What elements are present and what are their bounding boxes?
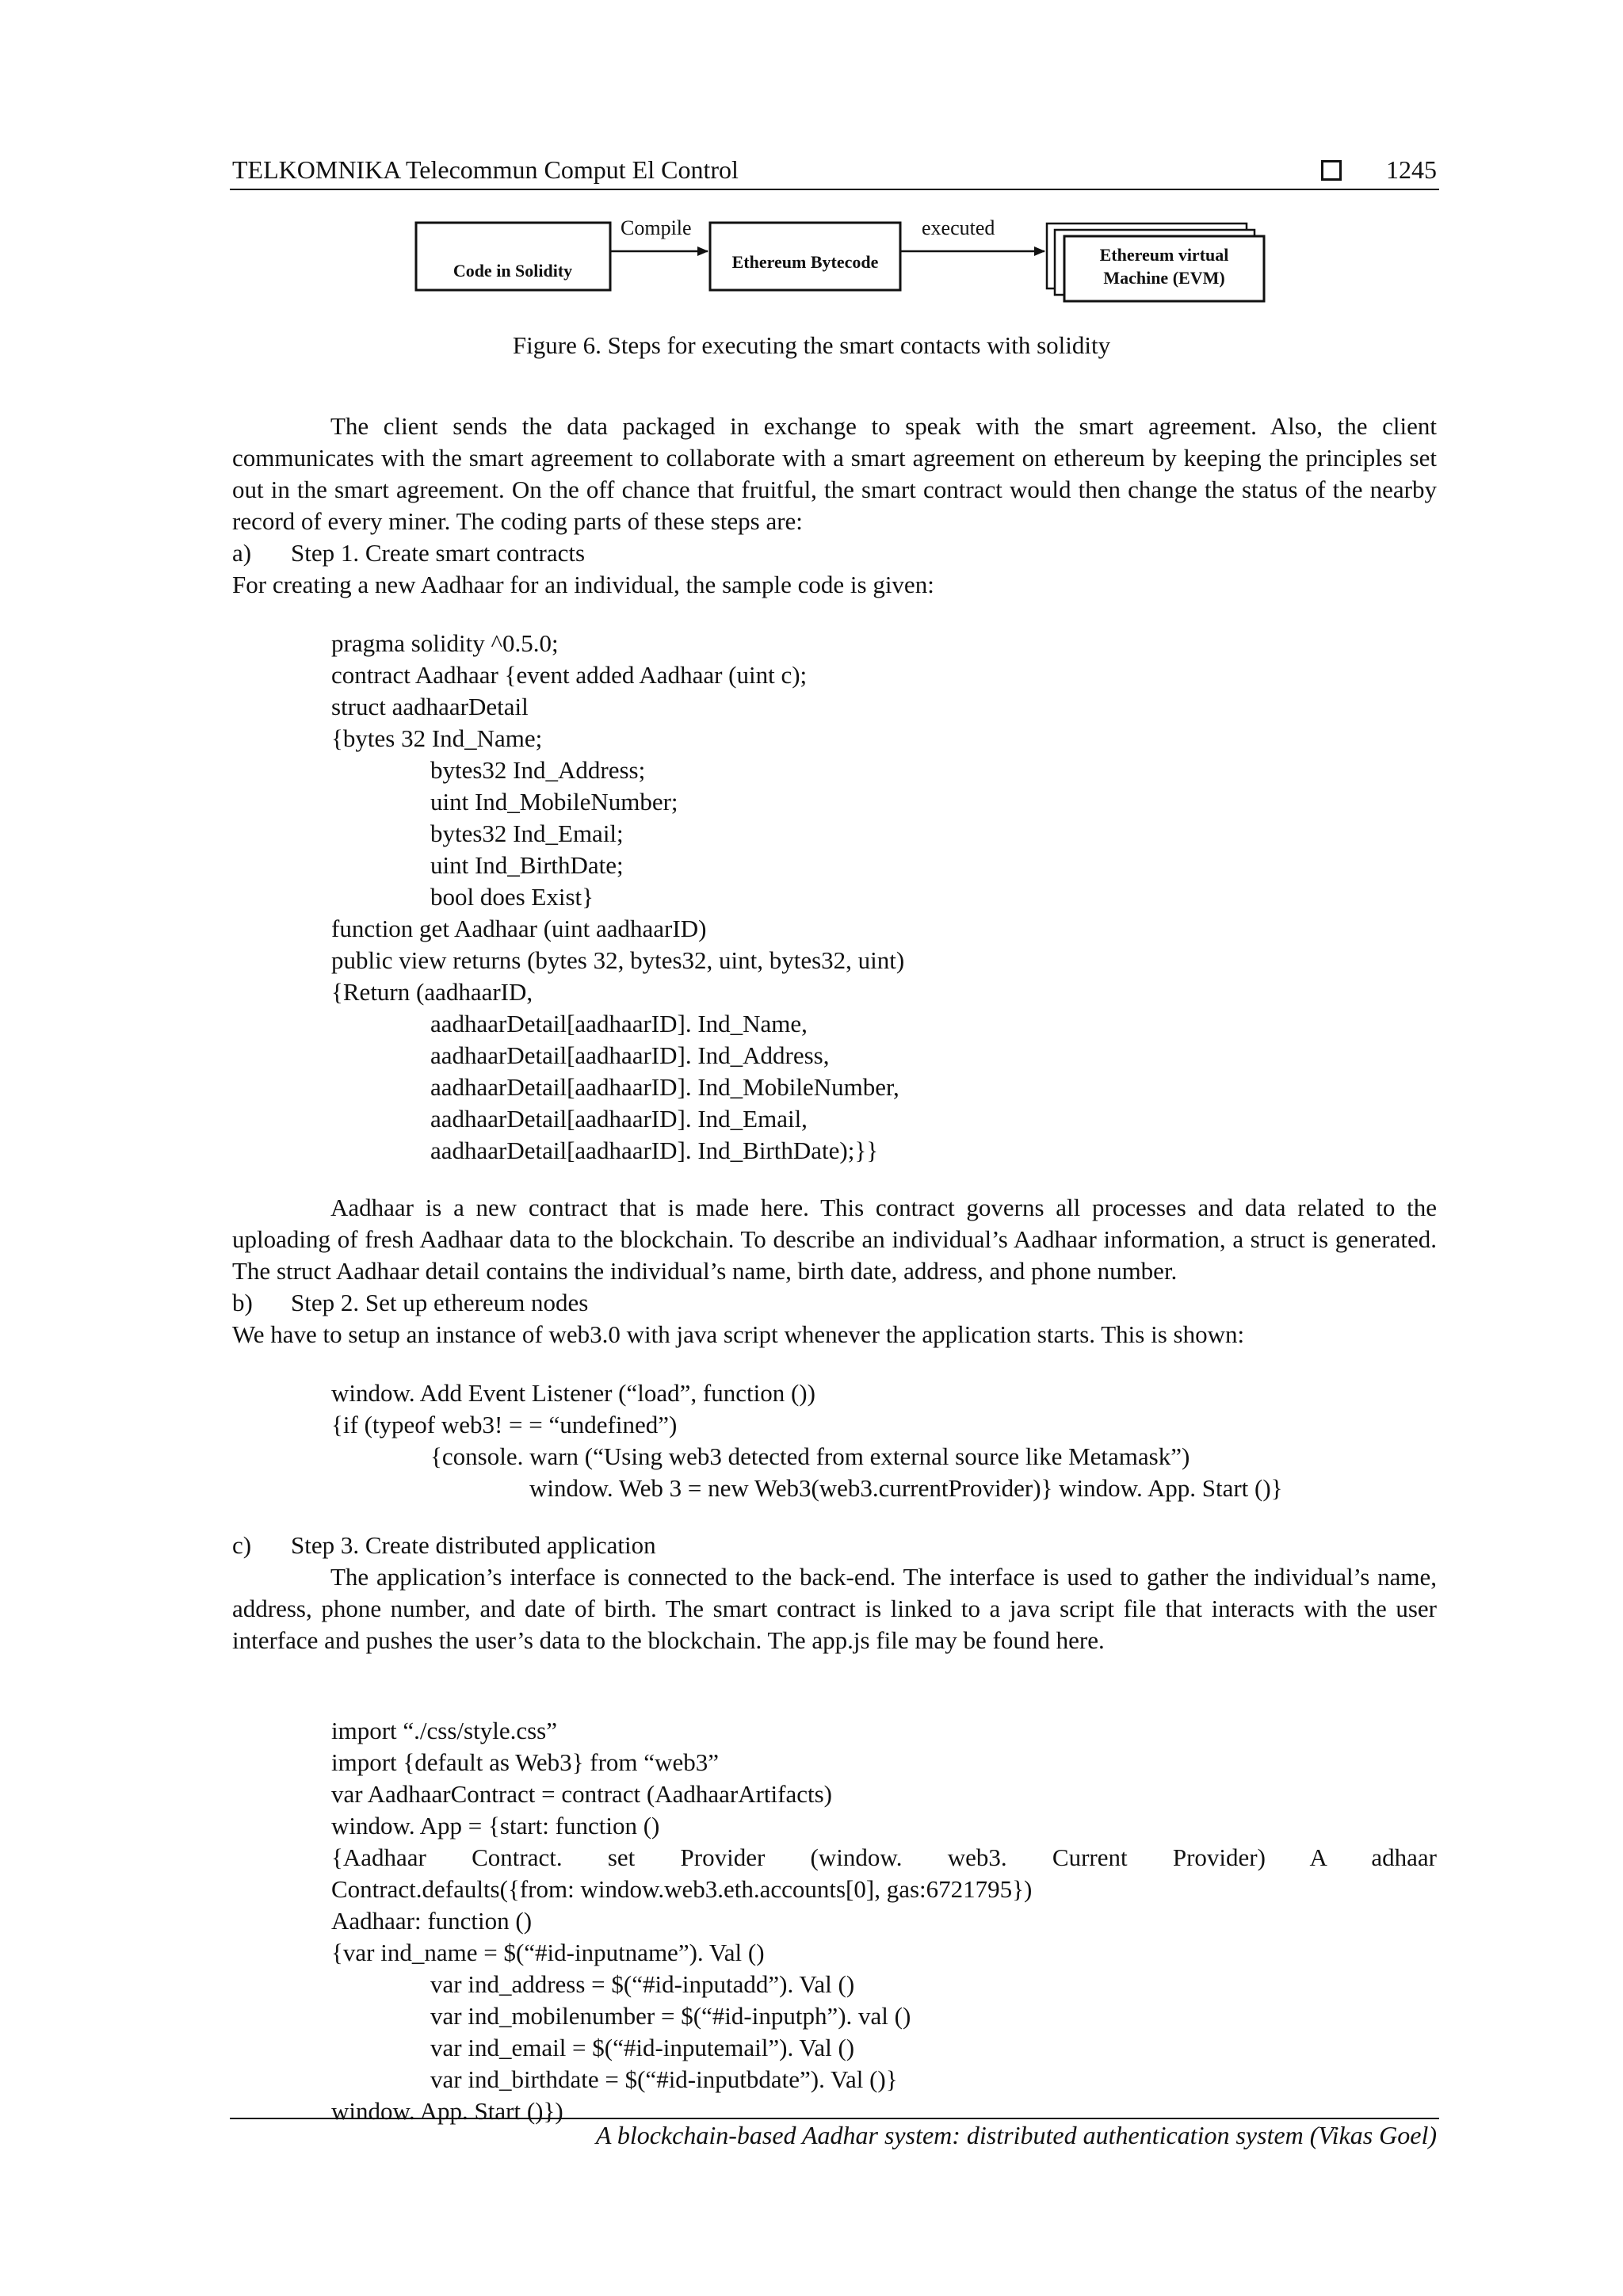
list-marker: b) (232, 1289, 253, 1316)
code-line: var AadhaarContract = contract (AadhaarArtifacts) (331, 1780, 833, 1808)
figure-6-flow-diagram (0, 0, 1623, 333)
code-line: uint Ind_MobileNumber; (430, 788, 678, 816)
code-line: function get Aadhaar (uint aadhaarID) (331, 915, 707, 942)
code-line: aadhaarDetail[aadhaarID]. Ind_MobileNumber, (430, 1073, 899, 1101)
code-line: import “./css/style.css” (331, 1717, 557, 1744)
code-line: {bytes 32 Ind_Name; (331, 724, 543, 752)
box3-label-line2: Machine (EVM) (1103, 268, 1225, 288)
body-line: We have to setup an instance of web3.0 with java script whenever the application starts. This is shown: (232, 1320, 1245, 1348)
code-line: {Return (aadhaarID, (331, 978, 533, 1006)
code-line: var ind_birthdate = $(“#id-inputbdate”). Val ()} (430, 2065, 898, 2093)
figure-caption: Figure 6. Steps for executing the smart contacts with solidity (512, 331, 1111, 359)
code-line: contract Aadhaar {event added Aadhaar (uint c); (331, 661, 808, 689)
code-line: Aadhaar: function () (331, 1907, 533, 1935)
code-line: aadhaarDetail[aadhaarID]. Ind_BirthDate);}} (430, 1137, 879, 1164)
step-heading: Step 1. Create smart contracts (291, 539, 586, 567)
compile-label: Compile (621, 216, 692, 239)
code-line: pragma solidity ^0.5.0; (331, 629, 559, 657)
code-line: bool does Exist} (430, 883, 594, 911)
body-paragraph: Aadhaar is a new contract that is made here. This contract governs all processes and data related to the uploading of fresh Aadhaar data to the blockchain. To describe an individual’s Aadhaar information, a struct is generated. The struct Aadhaar detail contains the individual’s name, birth date, address, and phone number. (232, 1194, 1437, 1285)
code-line: var ind_email = $(“#id-inputemail”). Val () (430, 2034, 855, 2061)
page-number: 1245 (1386, 155, 1437, 184)
code-line: Contract.defaults({from: window.web3.eth.accounts[0], gas:6721795}) (331, 1875, 1033, 1903)
code-line: var ind_address = $(“#id-inputadd”). Val () (430, 1970, 855, 1998)
code-line: {if (typeof web3! = = “undefined”) (331, 1411, 678, 1438)
box2-label: Ethereum Bytecode (731, 252, 879, 272)
code-line: bytes32 Ind_Email; (430, 819, 624, 847)
code-line: {Aadhaar Contract. set Provider (window. web3. Current Provider) A adhaar (331, 1843, 1437, 1871)
code-line: struct aadhaarDetail (331, 693, 529, 720)
code-line: aadhaarDetail[aadhaarID]. Ind_Email, (430, 1105, 808, 1133)
executed-label: executed (922, 216, 995, 239)
code-line: uint Ind_BirthDate; (430, 851, 624, 879)
code-line: window. Web 3 = new Web3(web3.currentProvider)} window. App. Start ()} (529, 1474, 1283, 1502)
journal-name: TELKOMNIKA Telecommun Comput El Control (232, 155, 739, 184)
running-footer: A blockchain-based Aadhar system: distributed authentication system (Vikas Goel) (595, 2121, 1437, 2149)
step-heading: Step 3. Create distributed application (291, 1531, 656, 1559)
box3-label-line1: Ethereum virtual (1099, 245, 1229, 265)
body-paragraph: The client sends the data packaged in exchange to speak with the smart agreement. Also, the client communicates with the smart agreement to collaborate with a smart agreement on ethereum by keeping the principles set out in the smart agreement. On the off chance that fruitful, the smart contract would then change the status of the nearby record of every miner. The coding parts of these steps are: (232, 412, 1437, 535)
list-marker: c) (232, 1531, 252, 1559)
code-line: public view returns (bytes 32, bytes32, uint, bytes32, uint) (331, 946, 905, 974)
code-line: {console. warn (“Using web3 detected from external source like Metamask”) (430, 1442, 1190, 1470)
box1-label: Code in Solidity (453, 261, 573, 281)
code-line: window. App. Start ()}) (331, 2097, 563, 2125)
code-line: aadhaarDetail[aadhaarID]. Ind_Address, (430, 1041, 830, 1069)
list-marker: a) (232, 539, 252, 567)
code-line: bytes32 Ind_Address; (430, 756, 646, 784)
code-line: var ind_mobilenumber = $(“#id-inputph”). val () (430, 2002, 911, 2030)
code-line: {var ind_name = $(“#id-inputname”). Val () (331, 1939, 765, 1966)
body-line: For creating a new Aadhaar for an individual, the sample code is given: (232, 571, 934, 598)
code-line: import {default as Web3} from “web3” (331, 1748, 719, 1776)
code-line: window. Add Event Listener (“load”, function ()) (331, 1379, 815, 1407)
code-line: aadhaarDetail[aadhaarID]. Ind_Name, (430, 1010, 808, 1037)
code-line: window. App = {start: function () (331, 1812, 660, 1839)
footer-rule (230, 2118, 1439, 2119)
body-paragraph: The application’s interface is connected to the back-end. The interface is used to gather the individual’s name, address, phone number, and date of birth. The smart contract is linked to a java script file that interacts with the user interface and pushes the user’s data to the blockchain. The app.js file may be found here. (232, 1563, 1437, 1654)
step-heading: Step 2. Set up ethereum nodes (291, 1289, 589, 1316)
